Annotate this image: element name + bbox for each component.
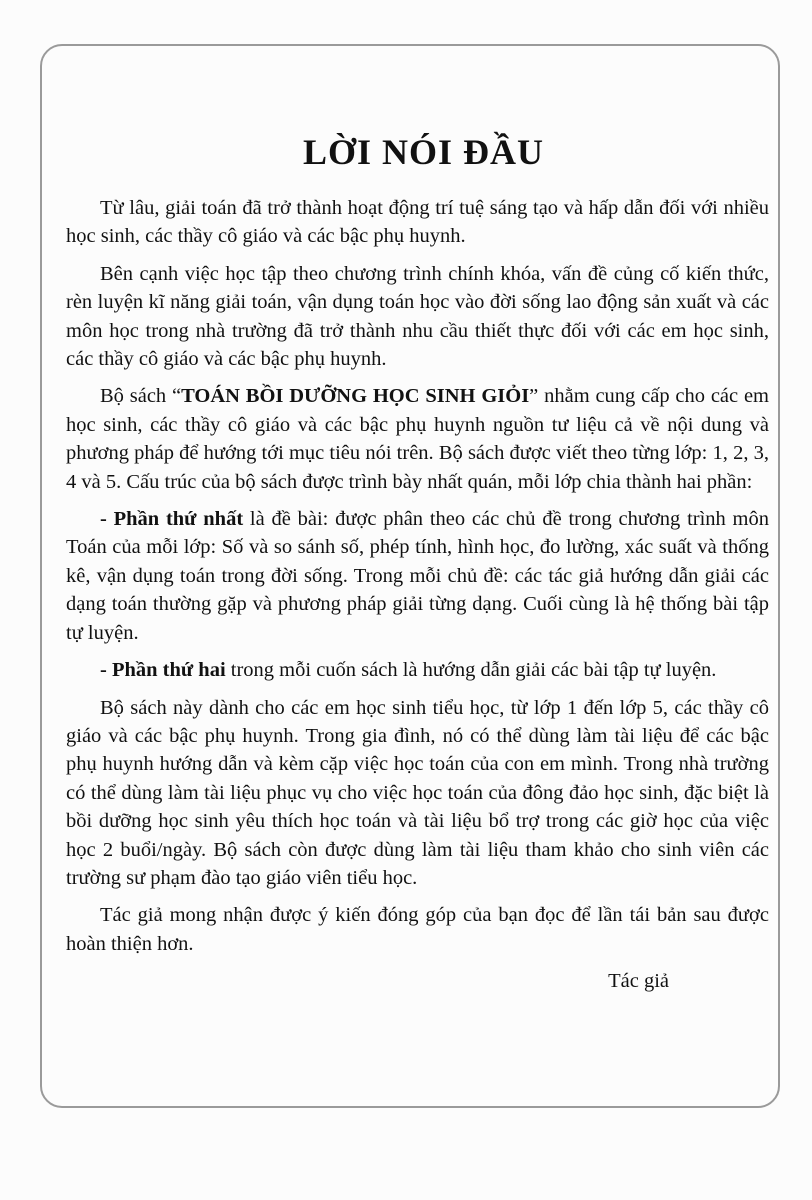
paragraph-part-one bbox=[66, 505, 769, 647]
p3-text-after: ” nhằm cung cấp cho các em học sinh, các thầy cô giáo và các bậc phụ huynh nguồn tư liệu cả về nội dung và phương pháp để hướng tới mục tiêu nói trên. Bộ sách được viết theo từng lớp: 1, 2, 3, 4 và 5. Cấu trúc của bộ sách được trình bày nhất quán, mỗi lớp chia thành hai phần: bbox=[66, 385, 769, 493]
paragraph-part-two bbox=[66, 656, 769, 684]
paragraph-book-series bbox=[66, 382, 769, 496]
book-series-title: TOÁN BỒI DƯỠNG HỌC SINH GIỎI bbox=[181, 385, 530, 408]
part-one-heading: Phần thứ nhất bbox=[113, 508, 244, 531]
paragraph-feedback: Tác giả mong nhận được ý kiến đóng góp của bạn đọc để lần tái bản sau được hoàn thiện hơn. bbox=[66, 904, 769, 955]
part-two-dash: - bbox=[100, 659, 112, 682]
part-one-text: là đề bài: được phân theo các chủ đề trong chương trình môn Toán của mỗi lớp: Số và so sánh số, phép tính, hình học, đo lường, xác suất và thống kê, vận dụng toán trong đời sống. Trong mỗi chủ đề: các tác giả hướng dẫn giải các dạng toán thường gặp và phương pháp giải từng dạng. Cuối cùng là hệ thống bài tập tự luyện. bbox=[66, 508, 770, 644]
part-two-heading: Phần thứ hai bbox=[111, 659, 226, 682]
author-signature: Tác giả bbox=[608, 970, 669, 993]
part-two-text: trong mỗi cuốn sách là hướng dẫn giải các bài tập tự luyện. bbox=[225, 659, 717, 682]
paragraph-audience: Bộ sách này dành cho các em học sinh tiểu học, từ lớp 1 đến lớp 5, các thầy cô giáo và các bậc phụ huynh. Trong gia đình, nó có thể dùng làm tài liệu để các bậc phụ huynh hướng dẫn và kèm cặp việc học toán của con em mình. Trong nhà trường có thể dùng làm tài liệu phục vụ cho việc học toán của đông đảo học sinh, đặc biệt là bồi dưỡng học sinh yêu thích học toán và tài liệu bổ trợ trong các giờ học của việc học 2 buổi/ngày. Bộ sách còn được dùng làm tài liệu tham khảo cho sinh viên các trường sư phạm đào tạo giáo viên tiểu học. bbox=[66, 696, 769, 889]
paragraph-context: Bên cạnh việc học tập theo chương trình chính khóa, vấn đề củng cố kiến thức, rèn luyện kĩ năng giải toán, vận dụng toán học vào đời sống lao động sản xuất và các môn học trong nhà trường đã trở thành nhu cầu thiết thực đối với các em học sinh, các thầy cô giáo và các bậc phụ huynh. bbox=[66, 262, 769, 371]
preface-content bbox=[66, 128, 769, 1005]
page-title: LỜI NÓI ĐẦU bbox=[302, 132, 545, 172]
p3-text-before: Bộ sách “ bbox=[100, 385, 182, 408]
part-one-dash: - bbox=[100, 508, 114, 531]
paragraph-intro: Từ lâu, giải toán đã trở thành hoạt động trí tuệ sáng tạo và hấp dẫn đối với nhiều học sinh, các thầy cô giáo và các bậc phụ huynh. bbox=[66, 197, 769, 248]
